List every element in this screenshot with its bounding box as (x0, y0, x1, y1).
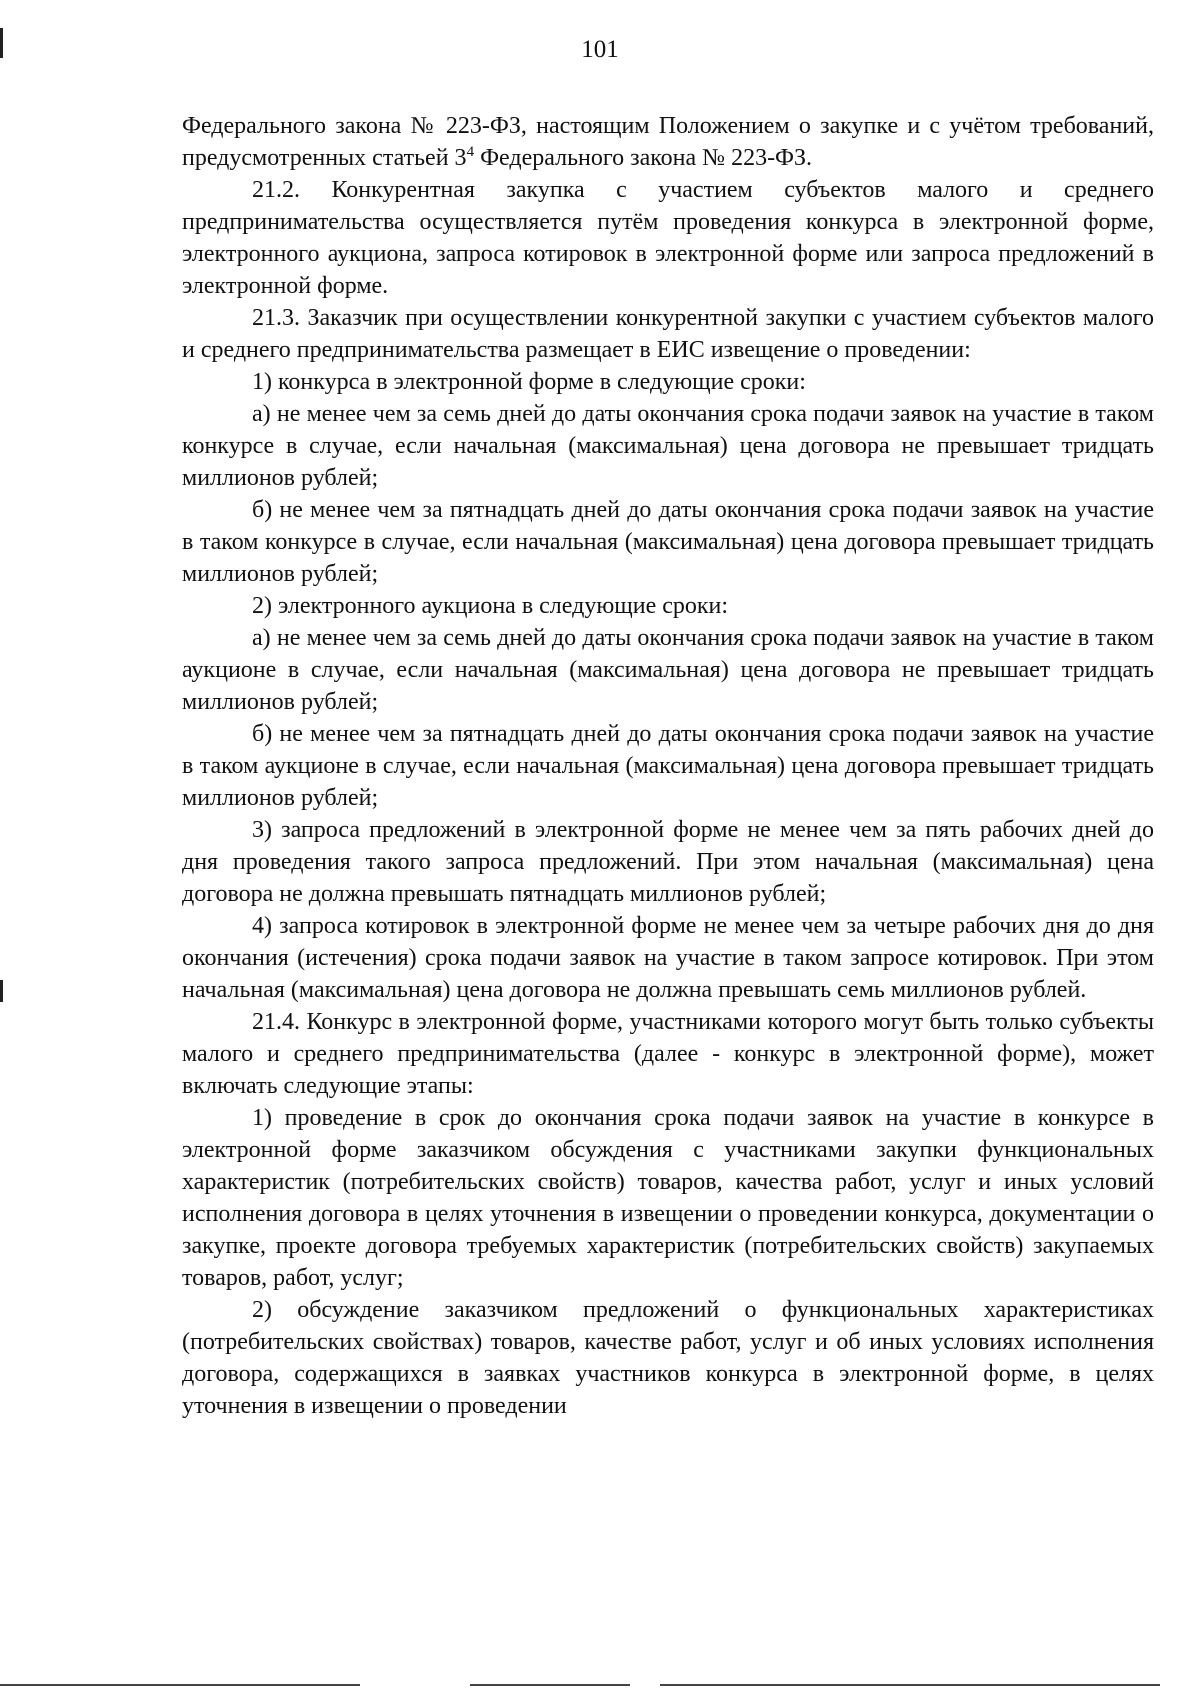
paragraph-text: Федерального закона № 223-ФЗ, настоящим Положением о закупке и с учётом требований, предусмотренных статьей 3 (182, 113, 1154, 171)
paragraph-21-3: 21.3. Заказчик при осуществлении конкурентной закупки с участием субъектов малого и среднего предпринимательства размещает в ЕИС извещение о проведении: (182, 305, 1154, 363)
paragraph-21-4: 21.4. Конкурс в электронной форме, участниками которого могут быть только субъекты малого и среднего предпринимательства (далее - конкурс в электронной форме), может включать следующие этапы: (182, 1009, 1154, 1099)
paragraph-item: 1) проведение в срок до окончания срока подачи заявок на участие в конкурсе в электронной форме заказчиком обсуждения с участниками закупки функциональных характеристик (потребительских свойств) товаров, качества работ, услуг и иных условий исполнения договора в целях уточнения в извещении о проведении конкурса, документации о закупке, проекте договора требуемых характеристик (потребительских свойств) закупаемых товаров, работ, услуг; (182, 1105, 1154, 1291)
paragraph-item: 2) электронного аукциона в следующие сроки: (252, 593, 729, 619)
page-number: 101 (581, 36, 619, 63)
paragraph-item: б) не менее чем за пятнадцать дней до даты окончания срока подачи заявок на участие в таком конкурсе в случае, если начальная (максимальная) цена договора превышает тридцать миллионов рублей; (182, 497, 1154, 587)
scan-edge-mark (0, 28, 3, 58)
scan-bottom-rule (0, 1684, 360, 1686)
scan-edge-mark (0, 980, 3, 1002)
scan-bottom-rule (660, 1684, 1160, 1686)
paragraph-item: 3) запроса предложений в электронной форме не менее чем за пять рабочих дней до дня проведения такого запроса предложений. При этом начальная (максимальная) цена договора не должна превышать пятнадцать миллионов рублей; (182, 817, 1154, 907)
document-body (182, 110, 1154, 1422)
scan-bottom-rule (470, 1684, 630, 1686)
paragraph-21-2: 21.2. Конкурентная закупка с участием субъектов малого и среднего предпринимательства осуществляется путём проведения конкурса в электронной форме, электронного аукциона, запроса котировок в электронной форме или запроса предложений в электронной форме. (182, 177, 1154, 299)
paragraph-tail: Федерального закона № 223-ФЗ. (474, 145, 813, 171)
paragraph-item: 1) конкурса в электронной форме в следующие сроки: (252, 369, 806, 395)
paragraph-item: 4) запроса котировок в электронной форме не менее чем за четыре рабочих дня до дня окончания (истечения) срока подачи заявок на участие в таком запросе котировок. При этом начальная (максимальная) цена договора не должна превышать семь миллионов рублей. (182, 913, 1154, 1003)
paragraph-item: б) не менее чем за пятнадцать дней до даты окончания срока подачи заявок на участие в таком аукционе в случае, если начальная (максимальная) цена договора превышает тридцать миллионов рублей; (182, 721, 1154, 811)
paragraph-item: а) не менее чем за семь дней до даты окончания срока подачи заявок на участие в таком конкурсе в случае, если начальная (максимальная) цена договора не превышает тридцать миллионов рублей; (182, 401, 1154, 491)
paragraph-item: 2) обсуждение заказчиком предложений о функциональных характеристиках (потребительских свойствах) товаров, качестве работ, услуг и об иных условиях исполнения договора, содержащихся в заявках участников конкурса в электронной форме, в целях уточнения в извещении о проведении (182, 1297, 1154, 1419)
paragraph-item: а) не менее чем за семь дней до даты окончания срока подачи заявок на участие в таком аукционе в случае, если начальная (максимальная) цена договора не превышает тридцать миллионов рублей; (182, 625, 1154, 715)
paragraph-continuation (182, 110, 1154, 174)
superscript: 4 (466, 144, 475, 160)
